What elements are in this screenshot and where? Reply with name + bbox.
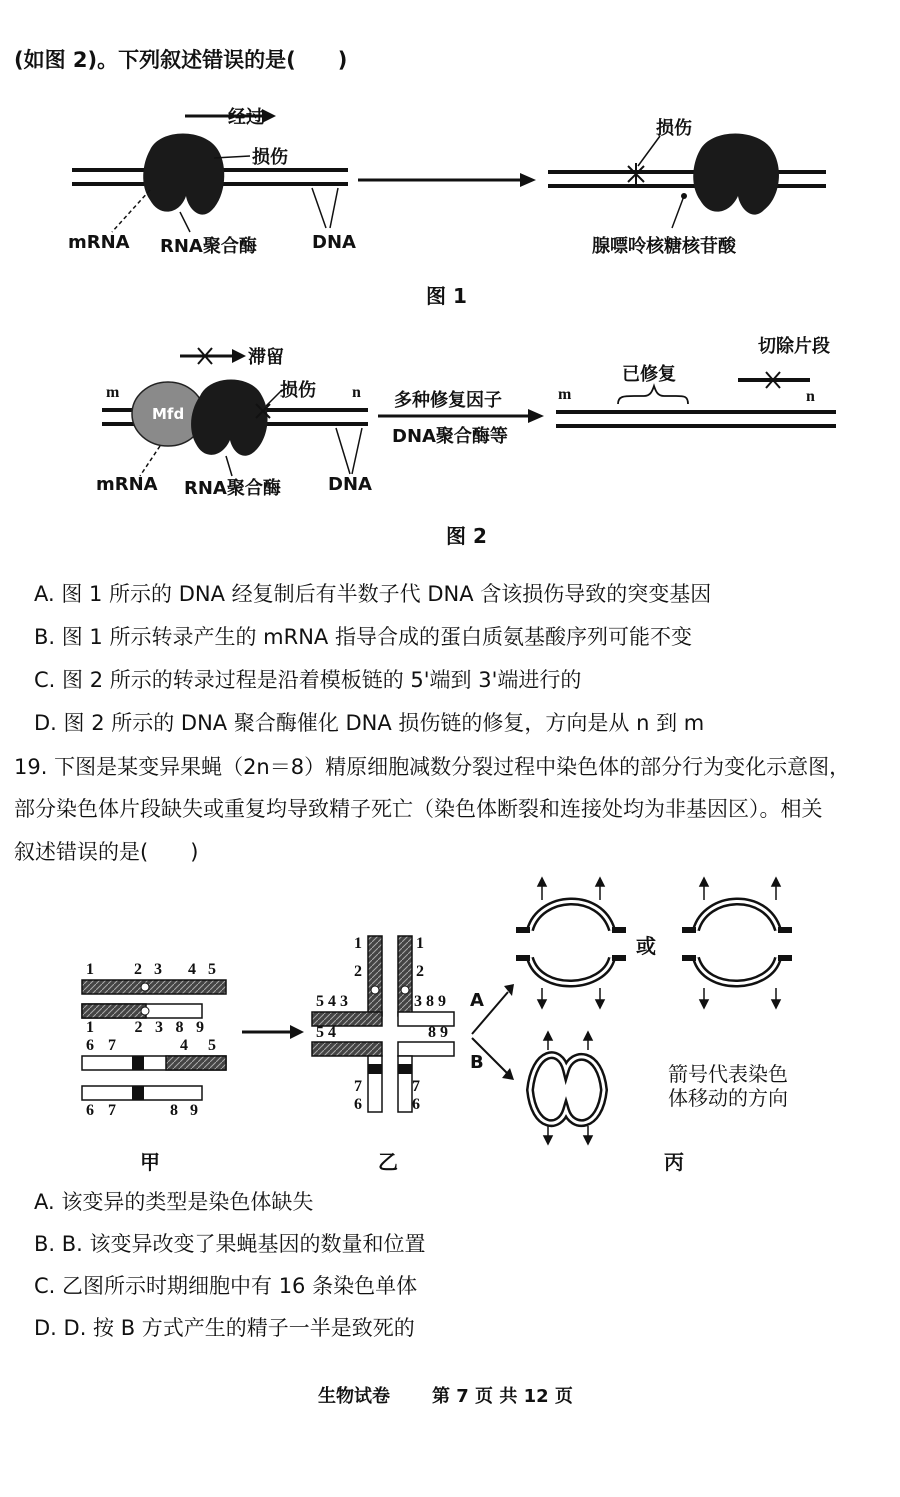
- bing-caption: 丙: [664, 1150, 684, 1174]
- mrna-label: mRNA: [68, 232, 130, 253]
- gene-label: 4: [188, 961, 196, 978]
- n-right-label: n: [806, 388, 815, 405]
- jia-caption: 甲: [140, 1150, 160, 1174]
- jia-row-3: [86, 1037, 216, 1055]
- gene-label: 8: [170, 1102, 178, 1119]
- jia-row-2: [86, 1019, 204, 1037]
- yi-mid-right-2: 8 9: [428, 1024, 448, 1041]
- footer-subject: 生物试卷: [318, 1386, 390, 1407]
- fig2-rnap-label: RNA聚合酶: [184, 478, 281, 499]
- yi-left-top-1: 1: [354, 935, 362, 952]
- gene-label: 7: [108, 1037, 116, 1054]
- bing-ring-2: [682, 901, 792, 983]
- q19-option-b: B. B. 该变异改变了果蝇基因的数量和位置: [34, 1232, 426, 1256]
- gene-label: 2: [134, 1019, 143, 1036]
- m-left-label: m: [106, 384, 120, 401]
- yi-mid-left-2: 5 4: [316, 1024, 336, 1041]
- q19-stem-line-3: 叙述错误的是( ): [14, 840, 199, 864]
- jia-centromere-2: [141, 1007, 149, 1015]
- damage-label-left: 损伤: [252, 147, 288, 168]
- repaired-label: 已修复: [622, 364, 676, 385]
- gene-label: 3: [155, 1019, 163, 1036]
- gene-label: 1: [86, 961, 94, 978]
- jia-to-yi-arrowhead: [290, 1025, 304, 1039]
- yi-mid-left: 5 4 3: [316, 993, 348, 1010]
- nucleotide-label: 腺嘌呤核糖核苷酸: [592, 236, 736, 257]
- bing-ring-2-arrows: [700, 878, 780, 1008]
- m-right-label: m: [558, 386, 572, 403]
- damage-label-right: 损伤: [656, 118, 692, 139]
- gene-label: 6: [86, 1037, 94, 1054]
- yi-bottom-right-6: 6: [412, 1096, 420, 1113]
- gene-label: 6: [86, 1102, 94, 1119]
- rnap-label: RNA聚合酶: [160, 236, 257, 257]
- bing-ring-1: [516, 901, 626, 983]
- gene-label: 3: [154, 961, 162, 978]
- q19-stem-line-2: 部分染色体片段缺失或重复均导致精子死亡（染色体断裂和连接处均为非基因区）。相关: [14, 797, 823, 821]
- figure-1-caption: 图 1: [426, 284, 467, 308]
- jia-row-4: [86, 1102, 198, 1120]
- jia-row-1: [86, 961, 216, 979]
- bing-twisted-arrows: [544, 1032, 592, 1144]
- q19-option-a: A. 该变异的类型是染色体缺失: [34, 1190, 314, 1214]
- gene-label: 7: [108, 1102, 116, 1119]
- yi-left-top-2: 2: [354, 963, 362, 980]
- jia-centromere-1: [141, 983, 149, 991]
- q18-option-a: A. 图 1 所示的 DNA 经复制后有半数子代 DNA 含该损伤导致的突变基因: [34, 582, 712, 606]
- dna-label: DNA: [312, 232, 356, 253]
- q18-stem-tail: (如图 2)。下列叙述错误的是( ): [14, 48, 348, 72]
- q18-option-b: B. 图 1 所示转录产生的 mRNA 指导合成的蛋白质氨基酸序列可能不变: [34, 625, 692, 649]
- gene-label: 4: [180, 1037, 188, 1054]
- fig2-damage-label: 损伤: [280, 380, 316, 401]
- pass-label: 经过: [228, 107, 264, 128]
- gene-label: 2: [134, 961, 142, 978]
- n-left-label: n: [352, 384, 361, 401]
- q19-stem-line-1: 19. 下图是某变异果蝇（2n＝8）精原细胞减数分裂过程中染色体的部分行为变化示意图，: [14, 755, 851, 779]
- q18-option-d: D. 图 2 所示的 DNA 聚合酶催化 DNA 损伤链的修复，方向是从 n 到 m: [34, 711, 705, 735]
- repair-factors-label: 多种修复因子: [394, 390, 502, 411]
- footer-page-info: 第 7 页 共 12 页: [432, 1386, 573, 1407]
- dna-polymerase-label: DNA聚合酶等: [392, 426, 508, 447]
- yi-caption: 乙: [378, 1150, 398, 1174]
- gene-label: 5: [208, 961, 216, 978]
- q19-option-c: C. 乙图所示时期细胞中有 16 条染色单体: [34, 1274, 418, 1298]
- q18-option-c: C. 图 2 所示的转录过程是沿着模板链的 5'端到 3'端进行的: [34, 668, 582, 692]
- bing-note-line-2: 体移动的方向: [668, 1086, 788, 1110]
- gene-label: 8: [175, 1019, 184, 1036]
- jia-centromere-3: [132, 1056, 144, 1070]
- fig2-dna-label: DNA: [328, 474, 372, 495]
- q19-option-d: D. D. 按 B 方式产生的精子一半是致死的: [34, 1316, 415, 1340]
- yi-bottom-left-6: 6: [354, 1096, 362, 1113]
- gene-label: 9: [190, 1102, 198, 1119]
- jia-chromosome-1: [82, 980, 226, 994]
- yi-mid-right: 3 8 9: [414, 993, 446, 1010]
- gene-label: 9: [196, 1019, 204, 1036]
- excised-label: 切除片段: [758, 336, 830, 357]
- figure-2-caption: 图 2: [446, 524, 487, 548]
- path-b-label: B: [470, 1052, 484, 1073]
- or-label: 或: [636, 934, 656, 958]
- bing-twisted: [530, 1055, 604, 1123]
- jia-centromere-4: [132, 1086, 144, 1100]
- bing-note-line-1: 箭号代表染色: [668, 1062, 788, 1086]
- mfd-label: Mfd: [152, 405, 185, 423]
- stall-label: 滞留: [248, 347, 284, 368]
- gene-label: 5: [208, 1037, 216, 1054]
- yi-bottom-left-7: 7: [354, 1078, 362, 1095]
- yi-right-top-1: 1: [416, 935, 424, 952]
- gene-label: 1: [86, 1019, 94, 1036]
- yi-bottom-right-7: 7: [412, 1078, 420, 1095]
- fig2-mrna-label: mRNA: [96, 474, 158, 495]
- path-a-label: A: [470, 990, 484, 1011]
- yi-right-top-2: 2: [416, 963, 424, 980]
